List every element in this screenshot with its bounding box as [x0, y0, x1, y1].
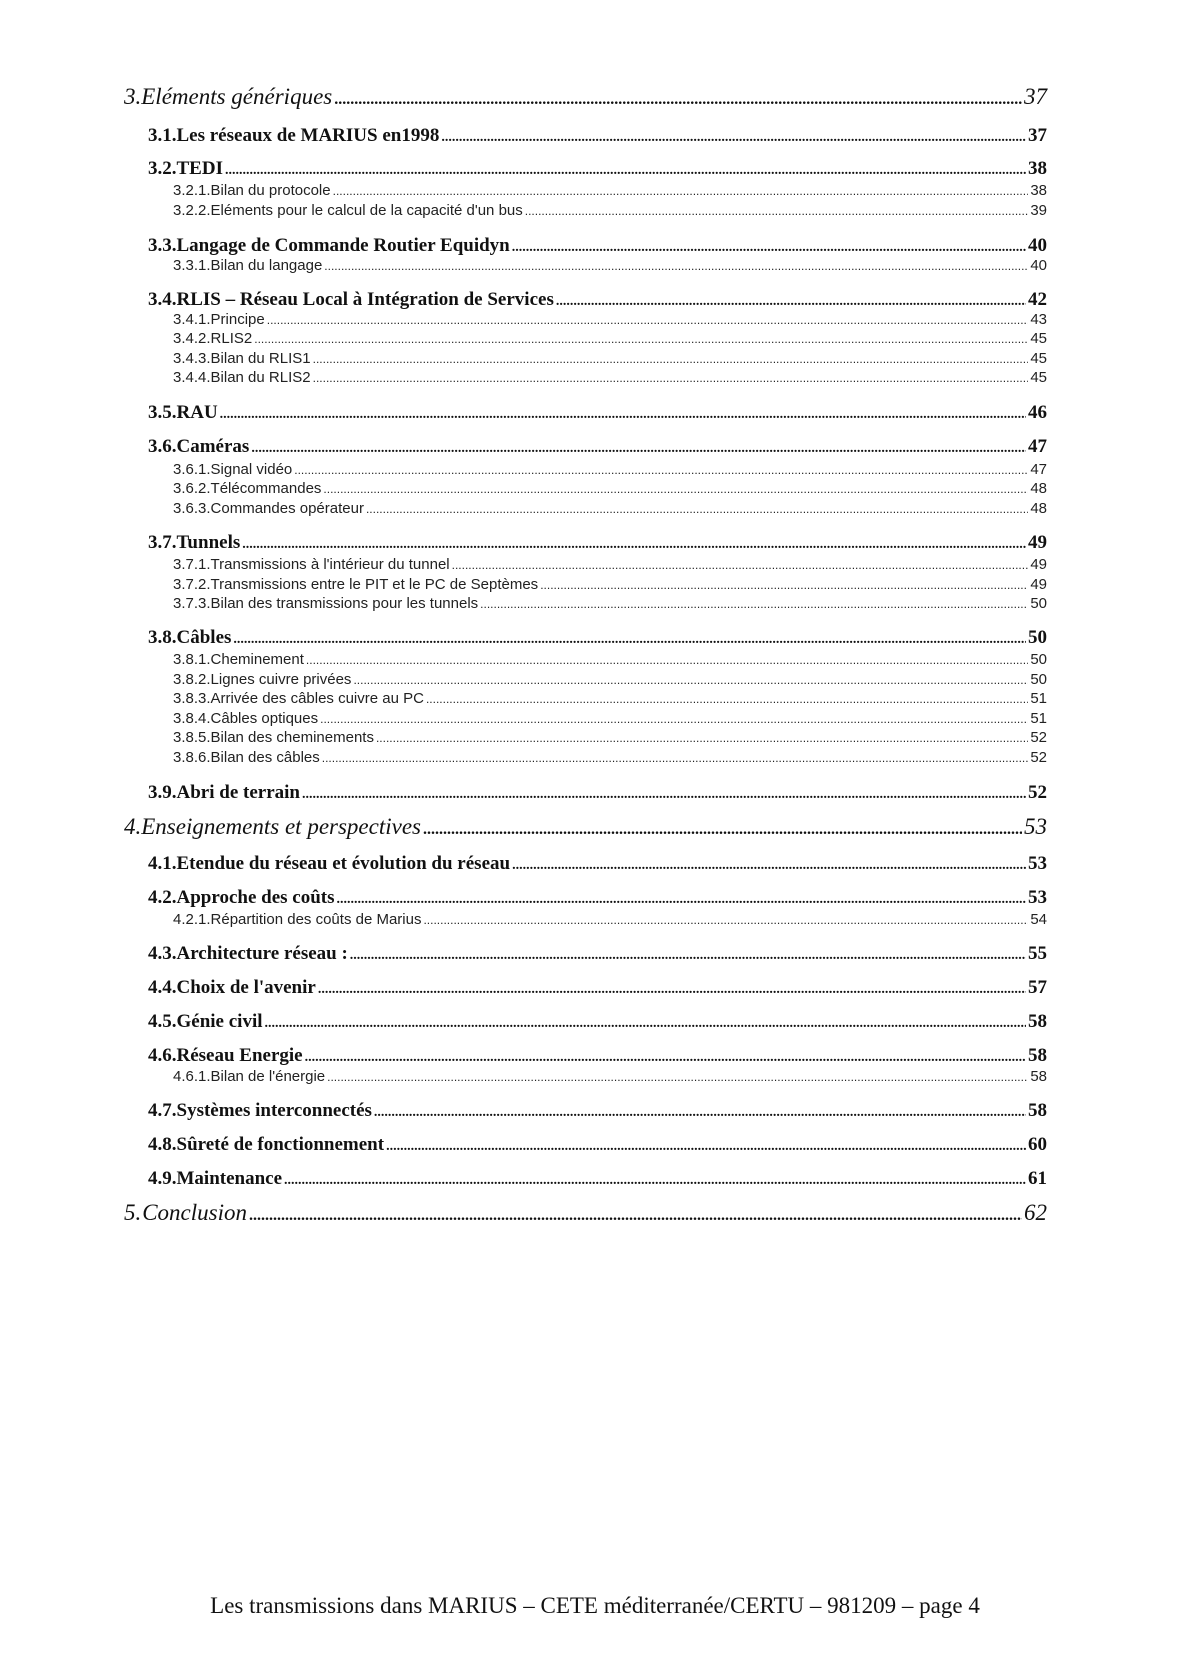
- toc-page-number: 61: [1028, 1168, 1047, 1189]
- toc-entry-3-6-1[interactable]: [173, 461, 1047, 478]
- toc-number: 3.3.: [148, 235, 177, 256]
- toc-number: 3.: [124, 84, 142, 109]
- toc-page-number: 43: [1030, 311, 1047, 328]
- dot-leader: [366, 502, 1028, 516]
- toc-entry-3-3[interactable]: [148, 235, 1047, 257]
- toc-number: 4.3.: [148, 943, 177, 964]
- toc-title: Bilan du RLIS2: [210, 369, 311, 386]
- toc-page-number: 58: [1030, 1068, 1047, 1085]
- dot-leader: [313, 371, 1029, 385]
- toc-entry-3-3-1[interactable]: [173, 257, 1047, 274]
- toc-number: 4.4.: [148, 977, 177, 998]
- toc-number: 4.7.: [148, 1100, 177, 1121]
- toc-page-number: 58: [1028, 1100, 1047, 1121]
- toc-number: 4.8.: [148, 1134, 177, 1155]
- toc-number: 3.8.1.: [173, 651, 211, 668]
- toc-number: 3.4.1.: [173, 311, 211, 328]
- toc-title: Répartition des coûts de Marius: [210, 911, 422, 928]
- toc-title: Génie civil: [176, 1011, 263, 1032]
- toc-title: Choix de l'avenir: [176, 977, 316, 998]
- toc-number: 4.1.: [148, 853, 177, 874]
- toc-number: 3.4.2.: [173, 330, 211, 347]
- toc-entry-3-4-1[interactable]: [173, 311, 1047, 328]
- dot-leader: [512, 240, 1026, 256]
- toc-entry-4-2-1[interactable]: [173, 911, 1047, 928]
- toc-page-number: 50: [1028, 627, 1047, 648]
- toc-entry-3-2-1[interactable]: [173, 182, 1047, 199]
- toc-entry-3-8-3[interactable]: [173, 690, 1047, 707]
- toc-number: 3.8.2.: [173, 671, 211, 688]
- toc-page-number: 53: [1028, 853, 1047, 874]
- toc-page-number: 49: [1030, 556, 1047, 573]
- toc-title: Arrivée des câbles cuivre au PC: [210, 690, 424, 707]
- toc-title: Maintenance: [176, 1168, 283, 1189]
- toc-number: 3.6.3.: [173, 500, 211, 517]
- toc-page-number: 50: [1030, 671, 1047, 688]
- toc-entry-4-8[interactable]: [148, 1134, 1047, 1156]
- dot-leader: [512, 858, 1026, 874]
- toc-page-number: 62: [1024, 1200, 1047, 1225]
- toc-entry-3-7-3[interactable]: [173, 595, 1047, 612]
- toc-entry-4-3[interactable]: [148, 943, 1047, 965]
- dot-leader: [323, 482, 1028, 496]
- toc-number: 3.4.3.: [173, 350, 211, 367]
- toc-entry-4-9[interactable]: [148, 1168, 1047, 1190]
- toc-title: Transmissions entre le PIT et le PC de Septèmes: [210, 576, 539, 593]
- toc-page-number: 40: [1030, 257, 1047, 274]
- toc-number: 5.: [124, 1200, 142, 1225]
- dot-leader: [540, 578, 1028, 592]
- dot-leader: [267, 313, 1029, 327]
- dot-leader: [318, 982, 1026, 998]
- toc-title: Commandes opérateur: [210, 500, 364, 517]
- dot-leader: [249, 1207, 1022, 1225]
- toc-page-number: 46: [1028, 402, 1047, 423]
- toc-title: Les réseaux de MARIUS en1998: [176, 125, 440, 146]
- toc-entry-4-5[interactable]: [148, 1011, 1047, 1033]
- toc-number: 3.7.1.: [173, 556, 211, 573]
- toc-page-number: 37: [1028, 125, 1047, 146]
- toc-number: 3.4.: [148, 289, 177, 310]
- dot-leader: [441, 130, 1026, 146]
- dot-leader: [233, 632, 1026, 648]
- toc-title: RLIS2: [210, 330, 253, 347]
- toc-page-number: 45: [1030, 350, 1047, 367]
- toc-title: Bilan du protocole: [210, 182, 331, 199]
- toc-number: 4.6.: [148, 1045, 177, 1066]
- toc-entry-3-7-2[interactable]: [173, 576, 1047, 593]
- toc-number: 3.7.2.: [173, 576, 211, 593]
- dot-leader: [251, 441, 1026, 457]
- toc-number: 3.8.5.: [173, 729, 211, 746]
- toc-title: Bilan des câbles: [210, 749, 320, 766]
- dot-leader: [374, 1105, 1026, 1121]
- dot-leader: [525, 204, 1029, 218]
- toc-number: 3.4.4.: [173, 369, 211, 386]
- toc-entry-4-2[interactable]: [148, 887, 1047, 909]
- toc-entry-3-2[interactable]: [148, 158, 1047, 180]
- toc-title: Signal vidéo: [210, 461, 293, 478]
- page-footer: Les transmissions dans MARIUS – CETE méditerranée/CERTU – 981209 – page 4: [210, 1593, 980, 1618]
- toc-title: Bilan des cheminements: [210, 729, 374, 746]
- toc-number: 3.9.: [148, 782, 177, 803]
- toc-number: 3.2.1.: [173, 182, 211, 199]
- toc-number: 3.8.3.: [173, 690, 211, 707]
- dot-leader: [306, 653, 1028, 667]
- toc-entry-3-6[interactable]: [148, 436, 1047, 458]
- dot-leader: [423, 913, 1028, 927]
- dot-leader: [302, 787, 1026, 803]
- dot-leader: [350, 948, 1026, 964]
- toc-number: 3.2.2.: [173, 202, 211, 219]
- dot-leader: [242, 537, 1026, 553]
- toc-entry-3-6-3[interactable]: [173, 500, 1047, 517]
- toc-title: Enseignements et perspectives: [141, 814, 421, 839]
- toc-number: 3.5.: [148, 402, 177, 423]
- toc-title: Eléments pour le calcul de la capacité d'un bus: [210, 202, 523, 219]
- toc-title: Architecture réseau :: [176, 943, 348, 964]
- toc-title: Bilan du RLIS1: [210, 350, 311, 367]
- toc-page-number: 55: [1028, 943, 1047, 964]
- toc-page-number: 45: [1030, 369, 1047, 386]
- toc-title: Etendue du réseau et évolution du réseau: [176, 853, 511, 874]
- toc-page-number: 42: [1028, 289, 1047, 310]
- toc-title: Lignes cuivre privées: [210, 671, 352, 688]
- toc-entry-3-1[interactable]: [148, 125, 1047, 147]
- toc-entry-3-8-6[interactable]: [173, 749, 1047, 766]
- toc-number: 3.7.: [148, 532, 177, 553]
- toc-title: Câbles optiques: [210, 710, 319, 727]
- toc-entry-3-9[interactable]: [148, 782, 1047, 804]
- toc-title: Principe: [210, 311, 265, 328]
- toc-number: 4.5.: [148, 1011, 177, 1032]
- toc-entry-4-4[interactable]: [148, 977, 1047, 999]
- dot-leader: [305, 1050, 1026, 1066]
- dot-leader: [327, 1070, 1028, 1084]
- dot-leader: [376, 731, 1028, 745]
- toc-title: Câbles: [176, 627, 232, 648]
- toc-number: 4.9.: [148, 1168, 177, 1189]
- toc-page-number: 49: [1030, 576, 1047, 593]
- toc-page-number: 45: [1030, 330, 1047, 347]
- dot-leader: [426, 692, 1028, 706]
- toc-entry-3-2-2[interactable]: [173, 202, 1047, 219]
- dot-leader: [320, 712, 1028, 726]
- toc-page-number: 53: [1024, 814, 1047, 839]
- dot-leader: [556, 294, 1026, 310]
- toc-number: 3.3.1.: [173, 257, 211, 274]
- toc-entry-chapter-5[interactable]: [124, 1200, 1047, 1226]
- toc-title: Systèmes interconnectés: [176, 1100, 372, 1121]
- dot-leader: [313, 352, 1029, 366]
- toc-page-number: 53: [1028, 887, 1047, 908]
- toc-page-number: 52: [1030, 749, 1047, 766]
- toc-number: 4.6.1.: [173, 1068, 211, 1085]
- dot-leader: [284, 1173, 1026, 1189]
- toc-title: Télécommandes: [210, 480, 322, 497]
- toc-page-number: 48: [1030, 480, 1047, 497]
- toc-page-number: 60: [1028, 1134, 1047, 1155]
- toc-title: Caméras: [176, 436, 250, 457]
- dot-leader: [225, 163, 1026, 179]
- toc-entry-3-6-2[interactable]: [173, 480, 1047, 497]
- toc-page-number: 39: [1030, 202, 1047, 219]
- toc-title: Bilan des transmissions pour les tunnels: [210, 595, 479, 612]
- toc-page-number: 47: [1028, 436, 1047, 457]
- toc-title: RAU: [176, 402, 218, 423]
- toc-entry-3-8[interactable]: [148, 627, 1047, 649]
- toc-title: RLIS – Réseau Local à Intégration de Services: [176, 289, 554, 310]
- toc-title: Réseau Energie: [176, 1045, 303, 1066]
- toc-entry-4-7[interactable]: [148, 1100, 1047, 1122]
- toc-title: Conclusion: [142, 1200, 247, 1225]
- toc-number: 3.6.1.: [173, 461, 211, 478]
- dot-leader: [294, 463, 1028, 477]
- toc-title: Eléments génériques: [141, 84, 333, 109]
- toc-number: 4.: [124, 814, 142, 839]
- toc-title: Langage de Commande Routier Equidyn: [176, 235, 510, 256]
- toc-entry-3-4-4[interactable]: [173, 369, 1047, 386]
- toc-title: Bilan de l'énergie: [210, 1068, 326, 1085]
- dot-leader: [265, 1016, 1026, 1032]
- toc-title: Approche des coûts: [176, 887, 335, 908]
- toc-entry-4-6[interactable]: [148, 1045, 1047, 1067]
- dot-leader: [220, 407, 1026, 423]
- dot-leader: [480, 597, 1028, 611]
- toc-number: 3.7.3.: [173, 595, 211, 612]
- toc-entry-3-8-1[interactable]: [173, 651, 1047, 668]
- toc-entry-4-6-1[interactable]: [173, 1068, 1047, 1085]
- toc-entry-3-8-4[interactable]: [173, 710, 1047, 727]
- toc-entry-3-8-2[interactable]: [173, 671, 1047, 688]
- dot-leader: [353, 673, 1028, 687]
- toc-number: 3.8.6.: [173, 749, 211, 766]
- toc-entry-chapter-3[interactable]: [124, 84, 1047, 110]
- toc-entry-3-4-2[interactable]: [173, 330, 1047, 347]
- toc-number: 4.2.: [148, 887, 177, 908]
- toc-number: 3.6.: [148, 436, 177, 457]
- toc-entry-3-4-3[interactable]: [173, 350, 1047, 367]
- dot-leader: [337, 892, 1027, 908]
- toc-page-number: 38: [1030, 182, 1047, 199]
- dot-leader: [334, 91, 1022, 109]
- dot-leader: [452, 558, 1029, 572]
- toc-entry-4-1[interactable]: [148, 853, 1047, 875]
- toc-page-number: 50: [1030, 651, 1047, 668]
- toc-entry-3-8-5[interactable]: [173, 729, 1047, 746]
- toc-page-number: 57: [1028, 977, 1047, 998]
- toc-page-number: 40: [1028, 235, 1047, 256]
- toc-page-number: 48: [1030, 500, 1047, 517]
- toc-title: TEDI: [176, 158, 223, 179]
- toc-page-number: 50: [1030, 595, 1047, 612]
- toc-title: Transmissions à l'intérieur du tunnel: [210, 556, 450, 573]
- toc-entry-3-7-1[interactable]: [173, 556, 1047, 573]
- toc-page-number: 49: [1028, 532, 1047, 553]
- dot-leader: [386, 1139, 1026, 1155]
- toc-number: 3.8.4.: [173, 710, 211, 727]
- toc-page-number: 37: [1024, 84, 1047, 109]
- dot-leader: [333, 184, 1029, 198]
- toc-page-number: 51: [1030, 690, 1047, 707]
- toc-page-number: 52: [1030, 729, 1047, 746]
- toc-number: 3.8.: [148, 627, 177, 648]
- toc-number: 3.6.2.: [173, 480, 211, 497]
- toc-title: Abri de terrain: [176, 782, 300, 803]
- toc-entry-3-4[interactable]: [148, 289, 1047, 311]
- toc-page-number: 51: [1030, 710, 1047, 727]
- toc-page-number: 52: [1028, 782, 1047, 803]
- toc-number: 3.1.: [148, 125, 177, 146]
- toc-page-number: 58: [1028, 1045, 1047, 1066]
- dot-leader: [322, 751, 1029, 765]
- toc-page-number: 54: [1030, 911, 1047, 928]
- toc-page-number: 47: [1030, 461, 1047, 478]
- toc-entry-3-5[interactable]: [148, 402, 1047, 424]
- toc-title: Sûreté de fonctionnement: [176, 1134, 385, 1155]
- dot-leader: [423, 821, 1022, 839]
- dot-leader: [254, 332, 1028, 346]
- toc-page-number: 58: [1028, 1011, 1047, 1032]
- toc-number: 3.2.: [148, 158, 177, 179]
- toc-title: Cheminement: [210, 651, 304, 668]
- toc-page-number: 38: [1028, 158, 1047, 179]
- toc-title: Bilan du langage: [210, 257, 323, 274]
- toc-entry-3-7[interactable]: [148, 532, 1047, 554]
- dot-leader: [324, 259, 1028, 273]
- toc-entry-chapter-4[interactable]: [124, 814, 1047, 840]
- toc-title: Tunnels: [176, 532, 241, 553]
- toc-number: 4.2.1.: [173, 911, 211, 928]
